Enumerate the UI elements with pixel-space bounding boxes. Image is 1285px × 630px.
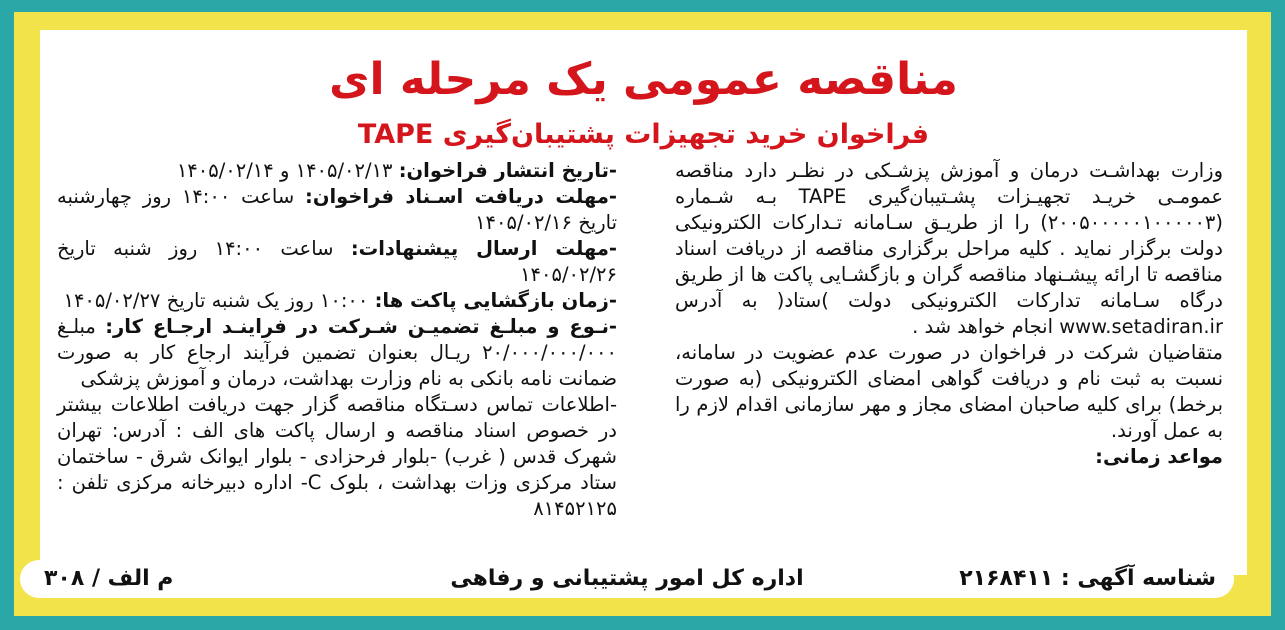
page-subtitle: فراخوان خرید تجهیزات پشتیبان‌گیری TAPE: [357, 119, 930, 150]
docs-deadline-line: [57, 184, 617, 236]
offers-deadline-line: [57, 236, 617, 288]
contact-info: -اطلاعات تماس دسـتگاه مناقصه گزار جهت دریافت اطلاعات بیشتر در خصوص اسناد مناقصه و ارسال پاکت های الف : آدرس: تهران شهرک قدس ( غرب) -بلوار فرحزادی - بلوار ایوانک شرق - ساختمان ستاد مرکزی وزات بهداشت ، بلوک C- اداره دبیرخانه مرکزی تلفن : ۸۱۴۵۲۱۲۵: [57, 393, 618, 520]
publish-date-label: -تاریخ انتشار فراخوان:: [398, 159, 617, 182]
right-column: [675, 158, 1223, 470]
ad-code: م الف / ۳۰۸: [44, 566, 174, 591]
ad-id: شناسه آگهی : ۲۱۶۸۴۱۱: [959, 566, 1216, 591]
left-column: [57, 158, 617, 522]
announcement-body: [40, 30, 1247, 575]
guarantee-label: -نـوع و مبلـغ تضمیـن شـرکت در فراینـد ارجـاع کار:: [105, 315, 618, 338]
offers-deadline-value: ساعت ۱۴:۰۰ روز شنبه تاریخ ۱۴۰۵/۰۲/۲۶: [57, 237, 617, 286]
offers-deadline-label: -مهلت ارسال پیشنهادات:: [350, 237, 617, 260]
opening-time-line: [57, 288, 617, 314]
docs-deadline-value: ساعت ۱۴:۰۰ روز چهارشنبه تاریخ ۱۴۰۵/۰۲/۱۶: [57, 185, 617, 234]
guarantee-line: [57, 314, 617, 392]
opening-time-value: ۱۰:۰۰ روز یک شنبه تاریخ ۱۴۰۵/۰۲/۲۷: [63, 289, 375, 312]
intro-paragraph: وزارت بهداشـت درمان و آموزش پزشـکی در نظـر دارد مناقصه عمومـی خریـد تجهیـزات پشـتیبان‌گیری TAPE بـه شـماره (۲۰۰۵۰۰۰۰۰۱۰۰۰۰۰۳) را از طریـق سـامانه تـدارکات الکترونیکی دولت برگزار نماید . کلیه مراحل برگزاری مناقصه از دریافت اسناد مناقصه تا ارائه پیشـنهاد مناقصه گران و بازگشـایی پاکت ها از طریق درگاه سـامانه تدارکات الکترونیکی دولت )ستاد( به آدرس www.setadiran.ir انجام خواهد شد .: [675, 159, 1223, 338]
page-title: مناقصه عمومی یک مرحله ای: [329, 54, 958, 105]
publish-date-value: ۱۴۰۵/۰۲/۱۳ و ۱۴۰۵/۰۲/۱۴: [176, 159, 399, 182]
docs-deadline-label: -مهلت دریافت اسـناد فراخوان:: [305, 185, 617, 208]
office-name: اداره کل امور پشتیبانی و رفاهی: [450, 566, 804, 591]
opening-time-label: -زمان بازگشایی پاکت ها:: [374, 289, 617, 312]
publish-date-line: [57, 158, 617, 184]
guarantee-value: مبلـغ ۲۰/۰۰۰/۰۰۰/۰۰۰ ریـال بعنوان تضمین فرآیند ارجاع کار به صورت ضمانت نامه بانکی به نام وزارت بهداشت، درمان و آموزش پزشکی: [57, 315, 617, 390]
footer-bar: [20, 560, 1234, 598]
registration-paragraph: متقاضیان شرکت در فراخوان در صورت عدم عضویت در سامانه، نسبت به ثبت نام و دریافت گواهی امضای الکترونیکی (به صورت برخط) برای کلیه صاحبان امضای مجاز و مهر سازمانی اقدام لازم را به عمل آورند.: [675, 341, 1223, 442]
deadlines-heading: مواعد زمانی:: [1095, 445, 1223, 468]
